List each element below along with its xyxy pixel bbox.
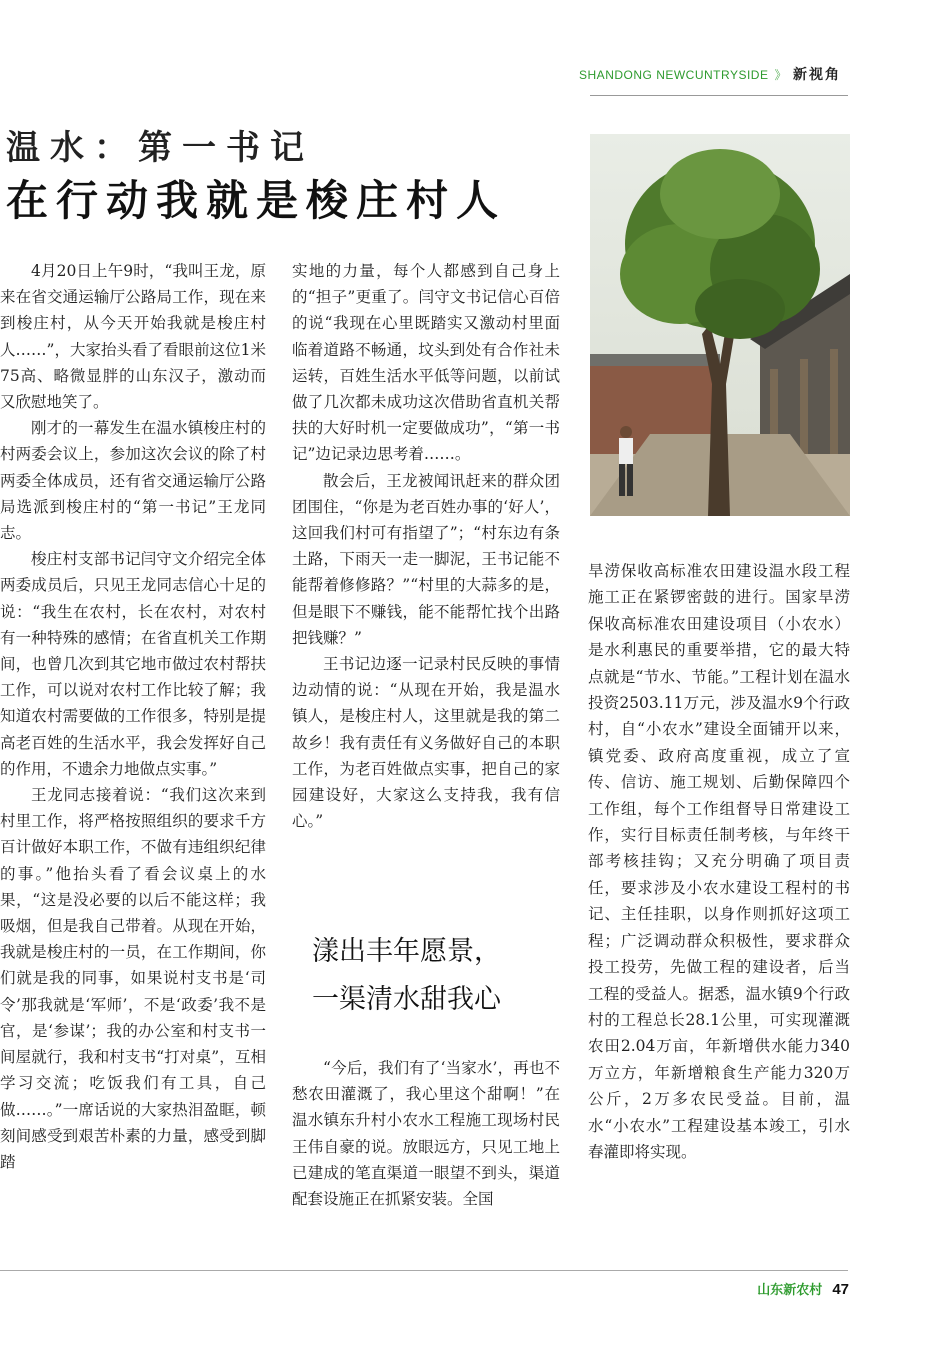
magazine-name: 山东新农村 — [757, 1283, 823, 1298]
paragraph: 王龙同志接着说：“我们这次来到村里工作，将严格按照组织的要求千方百计做好本职工作，不做有违组织纪律的事。”他抬头看了看会议桌上的水果，“这是没必要的以后不能这样；我吸烟，但是我自己带着。从现在开始，我就是梭庄村的一员，在工作期间，你们就是我的同事，如果说村支书是‘司令’那我就是‘军师’，不是‘政委’我不是官，是‘参谋’；我的办公室和村支书一间屋就行，我和村支书“打对桌”，互相学习交流；吃饭我们有工具，自己做……。”一席话说的大家热泪盈眶，顿刻间感受到艰苦朴素的力量，感受到脚踏 — [0, 786, 266, 1171]
article-title-line1: 温水：第一书记 — [6, 128, 314, 168]
column-2 — [292, 258, 560, 834]
section-name-en: SHANDONG NEWCUNTRYSIDE — [579, 68, 769, 82]
header-section-label — [579, 64, 841, 84]
column-1 — [0, 258, 266, 1175]
section-separator: 》 — [774, 68, 787, 82]
paragraph: 刚才的一幕发生在温水镇梭庄村的村两委会议上，参加这次会议的除了村两委全体成员，还有省交通运输厅公路局选派到梭庄村的“第一书记”王龙同志。 — [0, 419, 266, 543]
article-title-line2: 在行动我就是梭庄村人 — [6, 176, 507, 225]
page-number: 47 — [832, 1281, 849, 1298]
paragraph: “今后，我们有了‘当家水’，再也不愁农田灌溉了，我心里这个甜啊！”在温水镇东升村小农水工程施工现场村民王伟自豪的说。放眼远方，只见工地上已建成的笔直渠道一眼望不到头，渠道配套设施正在抓紧安装。全国 — [292, 1059, 560, 1209]
column-name: 新视角 — [793, 67, 841, 83]
article-photo-tree — [590, 134, 850, 516]
subheading-line1: 漾出丰年愿景， — [312, 936, 501, 967]
tree-courtyard-image — [590, 134, 850, 516]
paragraph: 4月20日上午9时，“我叫王龙，原来在省交通运输厅公路局工作，现在来到梭庄村，从今天开始我就是梭庄村人……”，大家抬头看了看眼前这位1米75高、略微显胖的山东汉子，激动而又欣慰地笑了。 — [0, 262, 266, 412]
paragraph: 王书记边逐一记录村民反映的事情边动情的说：“从现在开始，我是温水镇人，是梭庄村人，这里就是我的第二故乡！我有责任有义务做好自己的本职工作，为老百姓做点实事，把自己的家园建设好，大家这么支持我，我有信心。” — [292, 655, 560, 831]
paragraph: 旱涝保收高标准农田建设温水段工程施工正在紧锣密鼓的进行。国家旱涝保收高标准农田建设项目（小农水）是水利惠民的重要举措，它的最大特点就是“节水、节能。”工程计划在温水投资2503.11万元，涉及温水9个行政村，自“小农水”建设全面铺开以来，镇党委、政府高度重视，成立了宣传、信访、施工规划、后勤保障四个工作组，每个工作组督导日常建设工作，实行目标责任制考核，与年终干部考核挂钩；又充分明确了项目责任，要求涉及小农水建设工程村的书记、主任挂职，以身作则抓好这项工程；广泛调动群众积极性，要求群众投工投劳，先做工程的建设者，后当工程的受益人。据悉，温水镇9个行政村的工程总长28.1公里，可实现灌溉农田2.04万亩，年新增供水能力340万立方，年新增粮食生产能力320万公斤，2万多农民受益。目前，温水“小农水”工程建设基本竣工，引水春灌即将实现。 — [588, 562, 850, 1161]
paragraph: 梭庄村支部书记闫守文介绍完全体两委成员后，只见王龙同志信心十足的说：“我生在农村，长在农村，对农村有一种特殊的感情；在省直机关工作期间，也曾几次到其它地市做过农村帮扶工作，可以说对农村工作比较了解；我知道农村需要做的工作很多，特别是提高老百姓的生活水平，我会发挥好自己的作用，不遗余力地做点实事。” — [0, 550, 266, 778]
paragraph: 散会后，王龙被闻讯赶来的群众团团围住，“你是为老百姓办事的‘好人’，这回我们村可有指望了”；“村东边有条土路，下雨天一走一脚泥，王书记能不能帮着修修路？”“村里的大蒜多的是，但是眼下不赚钱，能不能帮忙找个出路把钱赚？” — [292, 471, 560, 647]
header-divider — [590, 95, 848, 96]
page-footer — [757, 1279, 849, 1298]
subheading-line2: 一渠清水甜我心 — [312, 984, 501, 1015]
footer-divider — [0, 1270, 848, 1271]
paragraph: 实地的力量，每个人都感到自己身上的“担子”更重了。闫守文书记信心百倍的说“我现在心里既踏实又激动村里面临着道路不畅通，坟头到处有合作社未运转，百姓生活水平低等问题，以前试做了几次都未成功这次借助省直机关帮扶的大好时机一定要做成功”，“第一书记”边记录边思考着……。 — [292, 262, 560, 464]
section-subheading — [312, 928, 501, 1024]
column-3 — [588, 558, 850, 1165]
column-2-continued — [292, 1055, 560, 1212]
